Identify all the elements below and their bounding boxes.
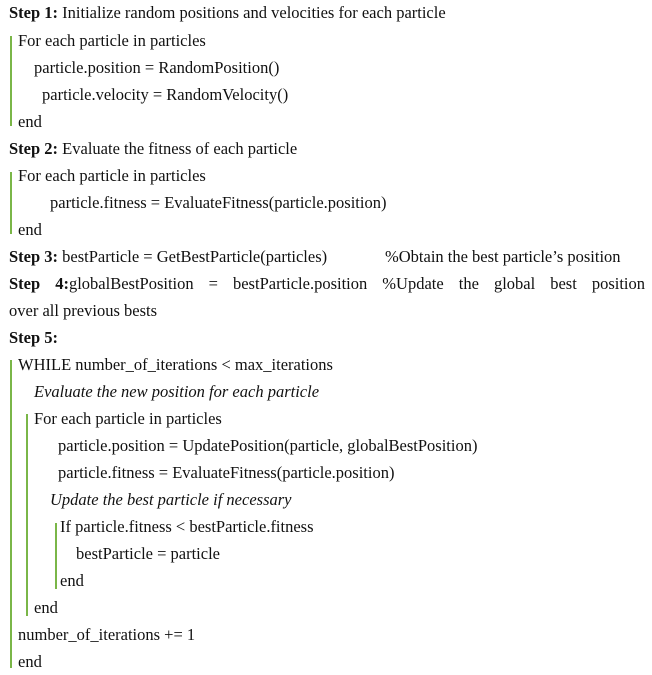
for-block-bar	[26, 414, 28, 616]
step5-label: Step 5:	[9, 328, 59, 347]
step1-block-bar	[10, 36, 12, 126]
while-condition: WHILE number_of_iterations < max_iterations	[18, 355, 333, 374]
fitness-update: particle.fitness = EvaluateFitness(particle.position)	[58, 463, 395, 482]
step4-comment-word: %Update	[382, 274, 444, 293]
step2-block-bar	[10, 172, 12, 234]
comment-update-best: Update the best particle if necessary	[50, 490, 292, 509]
if-end: end	[60, 571, 84, 590]
for-end: end	[34, 598, 58, 617]
step2-text: Evaluate the fitness of each particle	[58, 139, 298, 158]
step1-for-loop: For each particle in particles	[18, 31, 206, 50]
if-condition: If particle.fitness < bestParticle.fitness	[60, 517, 314, 536]
step2-label: Step 2:	[9, 139, 59, 158]
step3-code: bestParticle = GetBestParticle(particles)	[58, 247, 328, 266]
step1-label: Step 1:	[9, 3, 59, 22]
step4-label: Step 4:	[9, 274, 69, 293]
step1-end: end	[18, 112, 42, 131]
step2-line	[9, 139, 297, 159]
step3-label: Step 3:	[9, 247, 59, 266]
while-end: end	[18, 652, 42, 671]
step2-end: end	[18, 220, 42, 239]
step4-comment-word: the	[458, 274, 479, 293]
step3-line	[9, 247, 327, 267]
step4-comment-word: global	[493, 274, 536, 293]
step1-velocity-assign: particle.velocity = RandomVelocity()	[42, 85, 289, 104]
comment-evaluate: Evaluate the new position for each particle	[34, 382, 320, 401]
step1-text: Initialize random positions and velocities for each particle	[58, 3, 446, 22]
if-block-bar	[55, 523, 57, 589]
step1-line	[9, 3, 446, 23]
step4-code: globalBestPosition = bestParticle.position	[68, 274, 368, 293]
step1-position-assign: particle.position = RandomPosition()	[34, 58, 280, 77]
while-block-bar	[10, 360, 12, 668]
step4-continuation: over all previous bests	[9, 301, 158, 320]
step2-fitness-assign: particle.fitness = EvaluateFitness(particle.position)	[50, 193, 387, 212]
best-particle-assign: bestParticle = particle	[76, 544, 220, 563]
position-update: particle.position = UpdatePosition(particle, globalBestPosition)	[58, 436, 478, 455]
step4-line	[9, 274, 645, 294]
step3-comment: %Obtain the best particle’s position	[385, 247, 621, 266]
for-loop: For each particle in particles	[34, 409, 222, 428]
step4-comment-word: position	[591, 274, 646, 293]
step2-for-loop: For each particle in particles	[18, 166, 206, 185]
step4-comment-word: best	[550, 274, 577, 293]
iteration-increment: number_of_iterations += 1	[18, 625, 196, 644]
